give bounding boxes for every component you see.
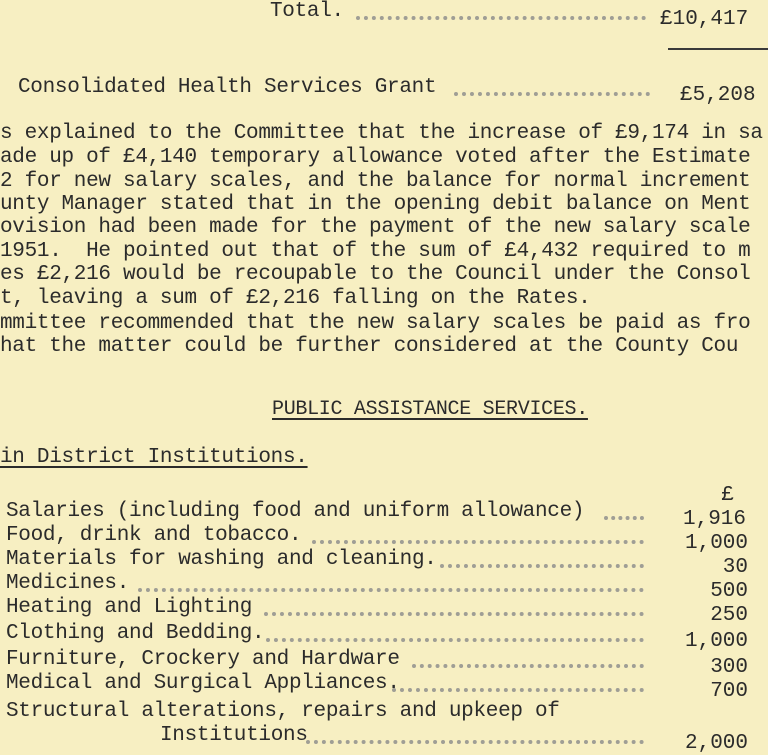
paragraph-line: s explained to the Committee that the increase of £9,174 in sa: [0, 122, 763, 145]
dot-leader: [266, 628, 644, 642]
item-amount: 1,000: [684, 532, 748, 555]
paragraph-line: 1951. He pointed out that of the sum of £4,432 required to m: [0, 240, 751, 263]
paragraph-line: unty Manager stated that in the opening debit balance on Ment: [0, 193, 751, 216]
item-amount: 1,000: [684, 630, 748, 653]
item-label: Salaries (including food and uniform allowance): [6, 500, 585, 523]
item-label: Medicines.: [6, 572, 130, 595]
dot-leader: [264, 602, 644, 616]
total-rule: [668, 48, 768, 50]
item-label: Heating and Lighting: [6, 596, 253, 619]
item-label: Materials for washing and cleaning.: [6, 548, 437, 571]
dot-leader: [604, 506, 644, 520]
total-label: Total.: [270, 0, 344, 23]
paragraph-line: 2 for new salary scales, and the balance for normal increment: [0, 170, 751, 193]
item-label: Institutions: [160, 724, 308, 747]
grant-amount: £5,208: [680, 84, 756, 107]
dot-leader: [138, 578, 644, 592]
item-amount: 1,916: [682, 508, 746, 531]
item-amount: 500: [710, 580, 748, 603]
total-amount: £10,417: [660, 8, 749, 31]
dot-leader: [454, 82, 650, 96]
item-amount: 30: [722, 556, 748, 579]
section-subtitle: in District Institutions.: [0, 446, 308, 469]
item-amount: 300: [710, 656, 748, 679]
item-label: Clothing and Bedding.: [6, 622, 265, 645]
paragraph-line: ovision had been made for the payment of the new salary scale: [0, 216, 751, 239]
paragraph-line: t, leaving a sum of £2,216 falling on the Rates.: [0, 287, 591, 310]
paragraph-line: hat the matter could be further considered at the County Cou: [0, 335, 739, 358]
grant-label: Consolidated Health Services Grant: [18, 76, 437, 99]
paragraph-line: ade up of £4,140 temporary allowance voted after the Estimate: [0, 146, 751, 169]
item-amount: 250: [710, 604, 748, 627]
dot-leader: [392, 678, 644, 692]
item-label: Medical and Surgical Appliances.: [6, 672, 400, 695]
paragraph-line: mmittee recommended that the new salary scales be paid as fro: [0, 312, 751, 335]
dot-leader: [412, 654, 644, 668]
dot-leader: [440, 554, 644, 568]
item-amount: 700: [710, 680, 748, 703]
section-title: PUBLIC ASSISTANCE SERVICES.: [272, 398, 588, 421]
paragraph-line: es £2,216 would be recoupable to the Council under the Consol: [0, 263, 751, 286]
dot-leader: [312, 530, 644, 544]
dot-leader: [356, 6, 646, 20]
item-amount: 2,000: [684, 732, 748, 755]
item-label: Food, drink and tobacco.: [6, 524, 302, 547]
dot-leader: [306, 730, 644, 744]
currency-header: £: [721, 484, 734, 507]
item-label: Furniture, Crockery and Hardware: [6, 648, 400, 671]
item-label: Structural alterations, repairs and upkeep of: [6, 700, 560, 723]
